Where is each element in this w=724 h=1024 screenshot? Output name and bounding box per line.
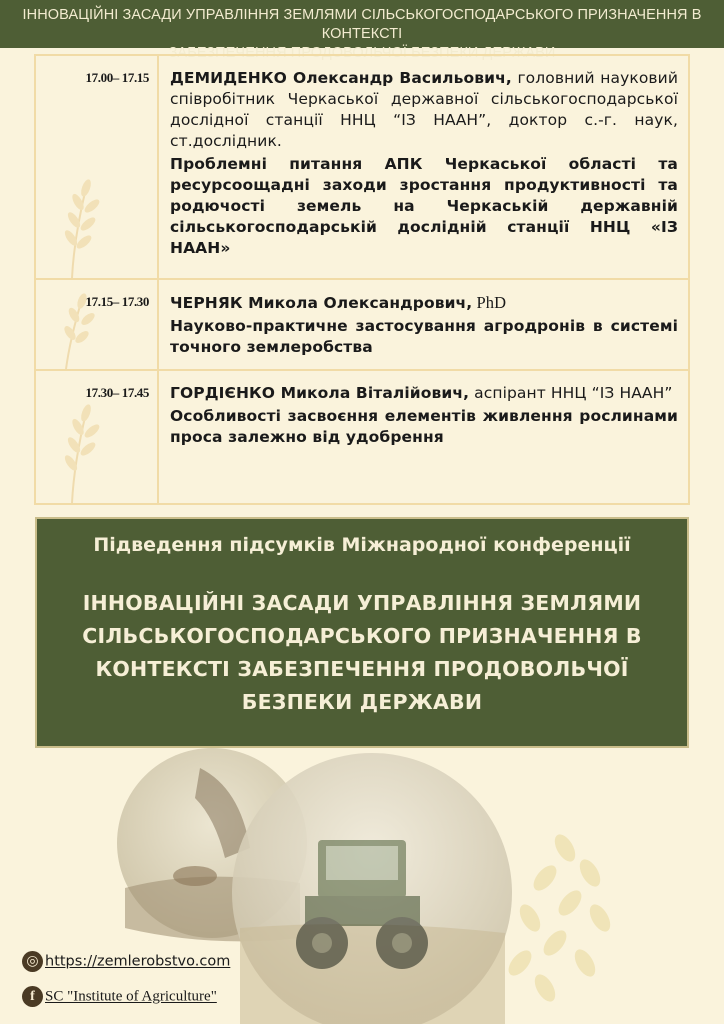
time-label: 17.15– 17.30 [85, 294, 149, 309]
schedule-table [34, 54, 690, 505]
wheat-icon [42, 393, 122, 503]
globe-icon: ◎ [22, 951, 43, 972]
talk-topic: Проблемні питання АПК Черкаської області та ресурсоощадні заходи зростання продуктивності та родючості земель на Черкаській державній сільськогосподарській дослідній станції ННЦ «ІЗ НААН» [170, 155, 678, 257]
time-cell [36, 371, 159, 503]
talk-topic: Особливості засвоєння елементів живлення рослинами проса залежно від удобрення [170, 407, 678, 446]
speaker-name: ГОРДІЄНКО Микола Віталійович, [170, 384, 470, 402]
speaker-info [170, 68, 678, 152]
summary-box [35, 517, 689, 748]
header-title-line1: ІННОВАЦІЙНІ ЗАСАДИ УПРАВЛІННЯ ЗЕМЛЯМИ СІЛЬСЬКОГОСПОДАРСЬКОГО ПРИЗНАЧЕННЯ В КОНТЕКСТІ [22, 7, 702, 42]
session-content [170, 292, 678, 358]
session-content [170, 68, 678, 259]
grain-pattern [504, 831, 614, 1005]
wheat-icon [42, 168, 122, 278]
wheat-icon [42, 289, 112, 369]
schedule-row [36, 56, 688, 280]
conference-title-line: ІННОВАЦІЙНІ ЗАСАДИ УПРАВЛІННЯ ЗЕМЛЯМИ [82, 591, 642, 615]
summary-heading: Підведення підсумків Міжнародної конференції [93, 534, 631, 556]
speaker-info [170, 292, 678, 314]
time-cell [36, 280, 159, 369]
header-banner [0, 0, 724, 61]
conference-title-line: КОНТЕКСТІ ЗАБЕЗПЕЧЕННЯ ПРОДОВОЛЬЧОЇ [95, 657, 629, 681]
farming-illustration [0, 748, 724, 1024]
speaker-info [170, 383, 678, 404]
website-url[interactable]: https://zemlerobstvo.com [45, 953, 231, 970]
speaker-name: ДЕМИДЕНКО Олександр Васильович, [170, 69, 512, 87]
time-label: 17.00– 17.15 [85, 70, 149, 85]
talk-topic: Науково-практичне застосування агродронів в системі точного землеробства [170, 317, 678, 356]
facebook-icon: f [22, 986, 43, 1007]
speaker-details: аспірант ННЦ “ІЗ НААН” [469, 384, 673, 402]
time-cell [36, 56, 159, 278]
time-label: 17.30– 17.45 [85, 385, 149, 400]
session-content [170, 383, 678, 448]
conference-title-line: БЕЗПЕКИ ДЕРЖАВИ [241, 690, 483, 714]
speaker-details: PhD [472, 293, 507, 312]
decorative-photos [0, 748, 724, 1024]
website-link[interactable] [22, 951, 230, 972]
facebook-page-name[interactable]: SC "Institute of Agriculture" [45, 988, 217, 1005]
speaker-name: ЧЕРНЯК Микола Олександрович, [170, 294, 473, 312]
header-title-line2: ЗАБЕЗПЕЧЕННЯ ПРОДОВОЛЬЧОЇ БЕЗПЕКИ ДЕРЖАВИ [168, 45, 556, 61]
facebook-link[interactable] [22, 986, 217, 1007]
conference-title [37, 587, 687, 719]
schedule-row [36, 280, 688, 371]
conference-title-line: СІЛЬСЬКОГОСПОДАРСЬКОГО ПРИЗНАЧЕННЯ В [82, 624, 642, 648]
schedule-row [36, 371, 688, 503]
speaker-details: головний науковий співробітник Черкаської державної сільськогосподарської дослідної станції ННЦ “ІЗ НААН”, доктор с.-г. наук, ст.дослідник. [170, 69, 678, 150]
